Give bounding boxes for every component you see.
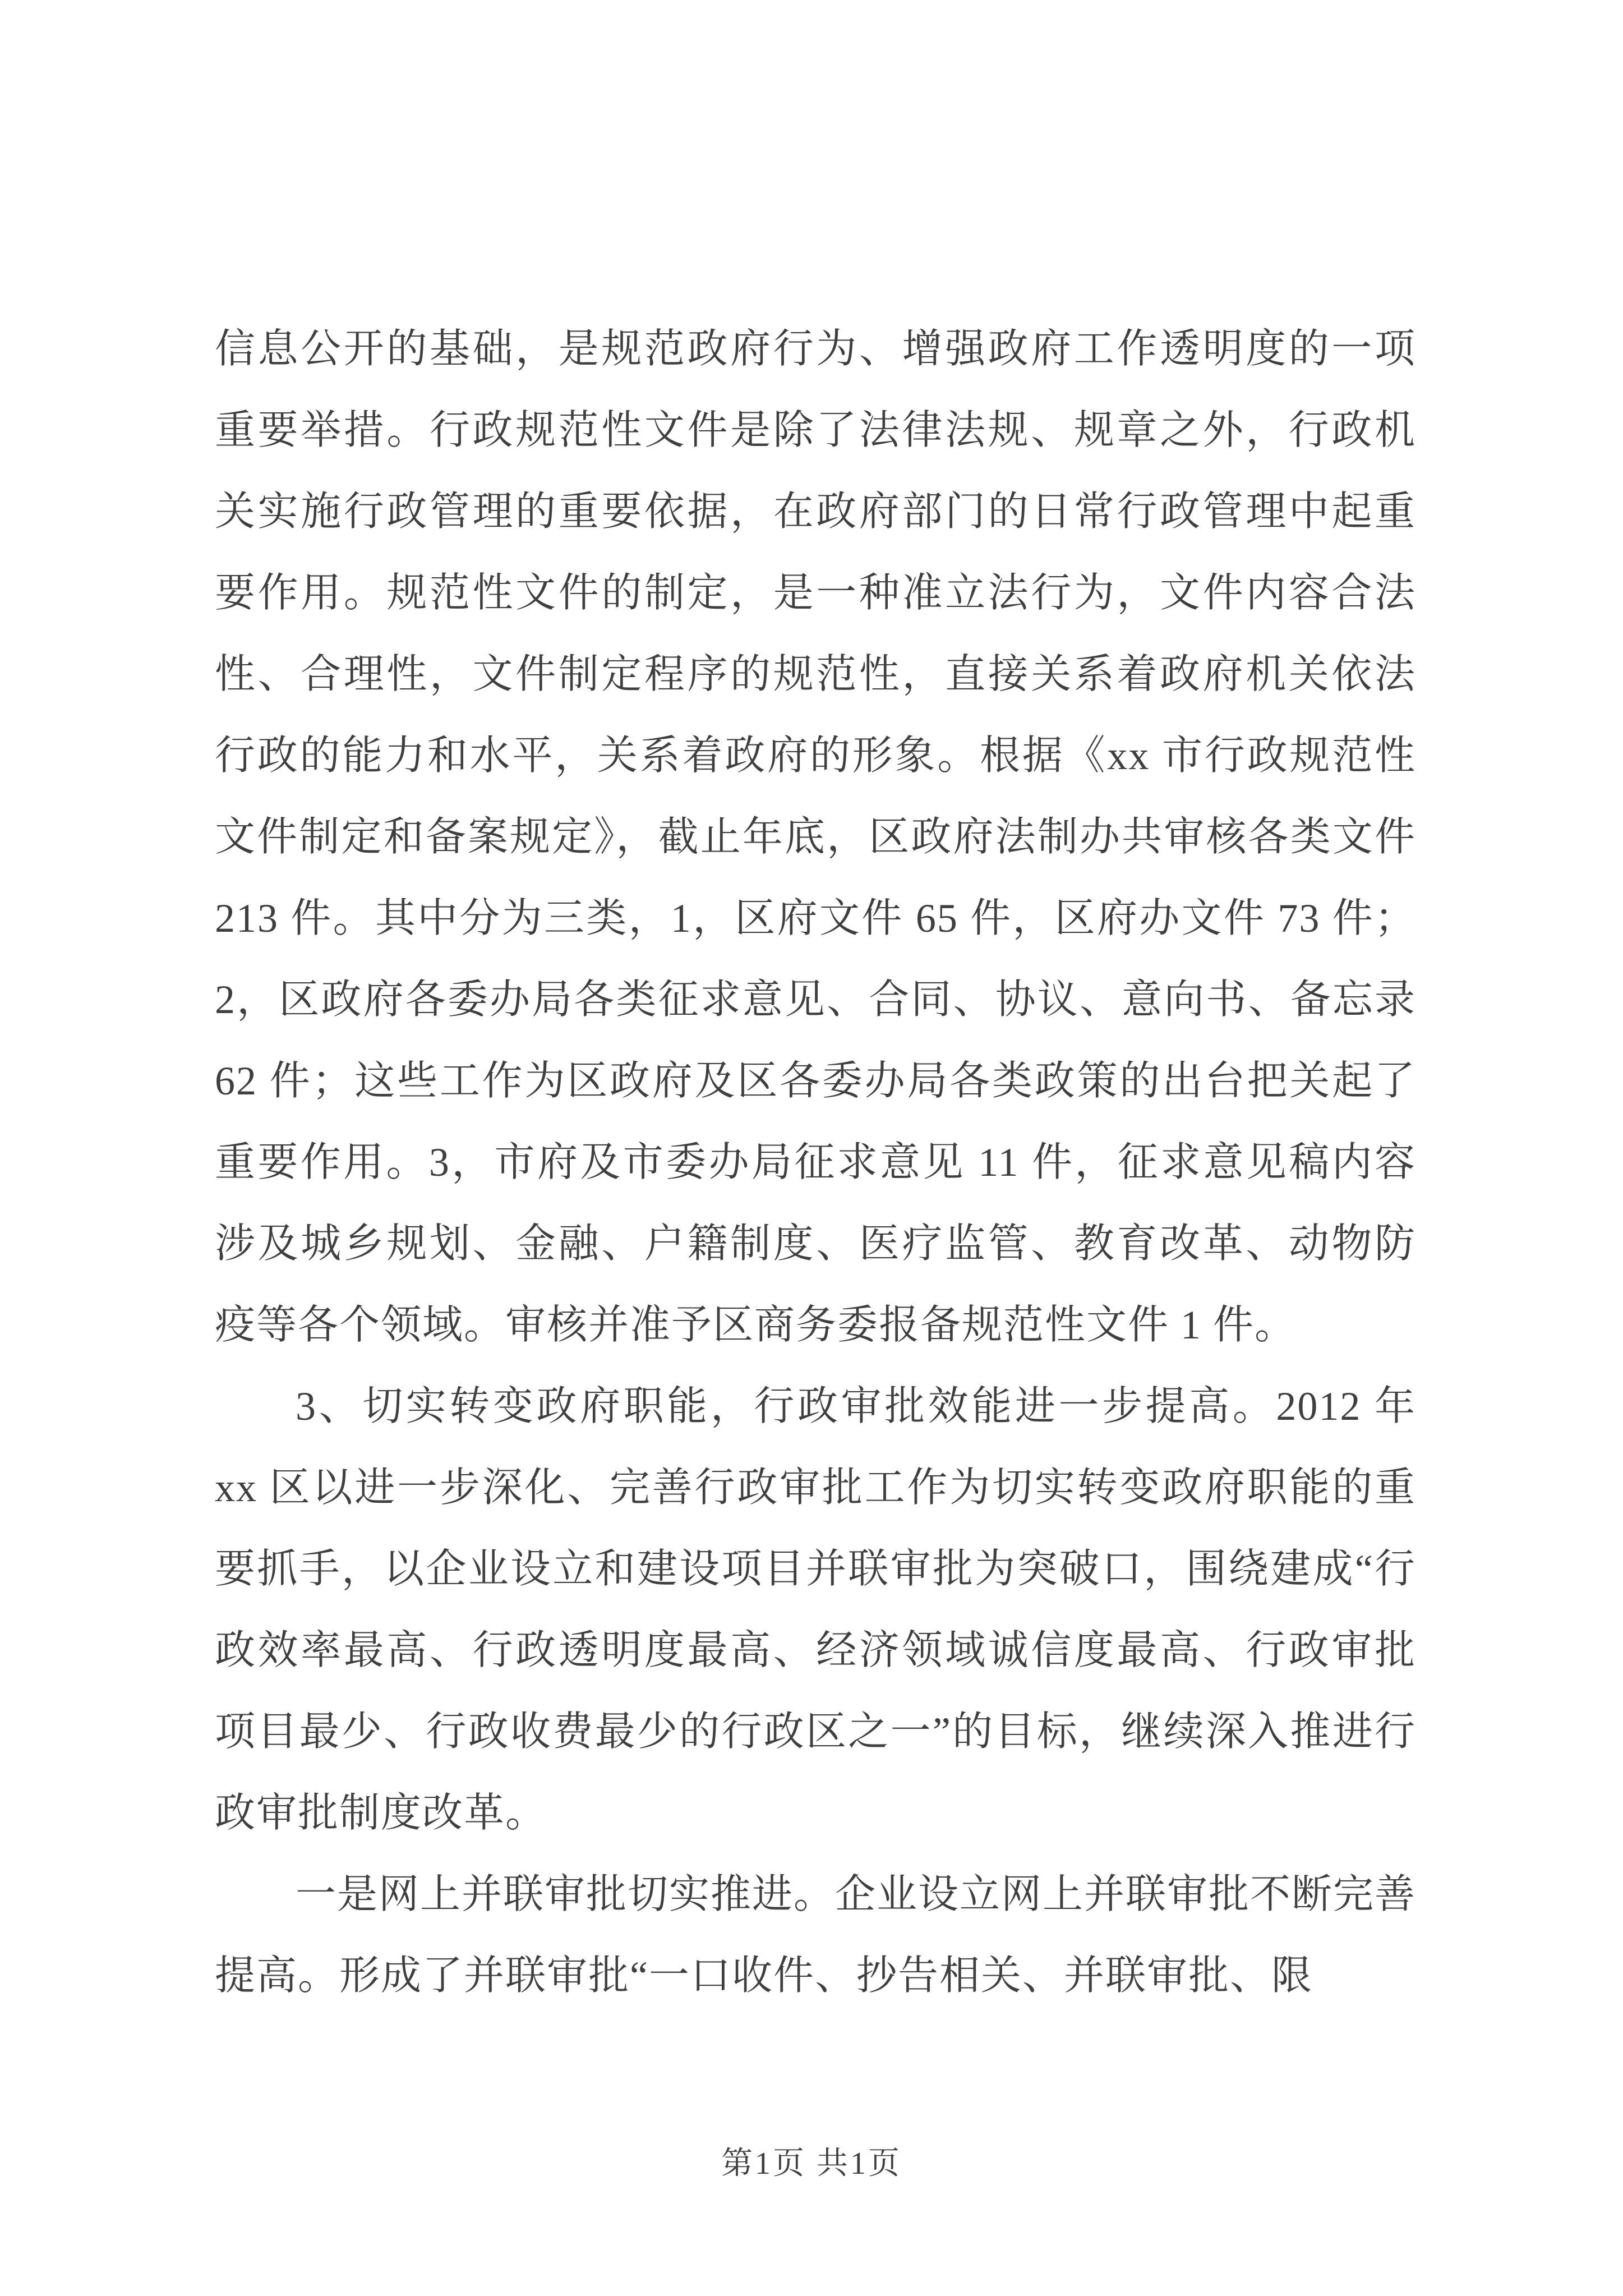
paragraph-online-approval: 一是网上并联审批切实推进。企业设立网上并联审批不断完善提高。形成了并联审批“一口收件、抄告相关、并联审批、限 [215,1872,1417,1998]
page-number-label: 第1页 共1页 [721,2146,902,2181]
page-footer [0,2144,1623,2183]
paragraph-continued: 信息公开的基础，是规范政府行为、增强政府工作透明度的一项重要举措。行政规范性文件是除了法律法规、规章之外，行政机关实施行政管理的重要依据，在政府部门的日常行政管理中起重要作用。规范性文件的制定，是一种准立法行为，文件内容合法性、合理性，文件制定程序的规范性，直接关系着政府机关依法行政的能力和水平，关系着政府的形象。根据《xx 市行政规范性文件制定和备案规定》，截止年底，区政府法制办共审核各类文件 213 件。其中分为三类，1，区府文件 65 件，区府办文件 73 件；2，区政府各委办局各类征求意见、合同、协议、意向书、备忘录 62 件；这些工作为区政府及区各委办局各类政策的出台把关起了重要作用。3，市府及市委办局征求意见 11 件，征求意见稿内容涉及城乡规划、金融、户籍制度、医疗监管、教育改革、动物防疫等各个领域。审核并准予区商务委报备规范性文件 1 件。 [215,326,1416,1347]
paragraph-section-3: 3、切实转变政府职能，行政审批效能进一步提高。2012 年 xx 区以进一步深化、完善行政审批工作为切实转变政府职能的重要抓手，以企业设立和建设项目并联审批为突破口，围绕建成“行政效率最高、行政透明度最高、经济领域诚信度最高、行政审批项目最少、行政收费最少的行政区之一”的目标，继续深入推进行政审批制度改革。 [215,1384,1416,1835]
document-body [215,309,1416,2017]
